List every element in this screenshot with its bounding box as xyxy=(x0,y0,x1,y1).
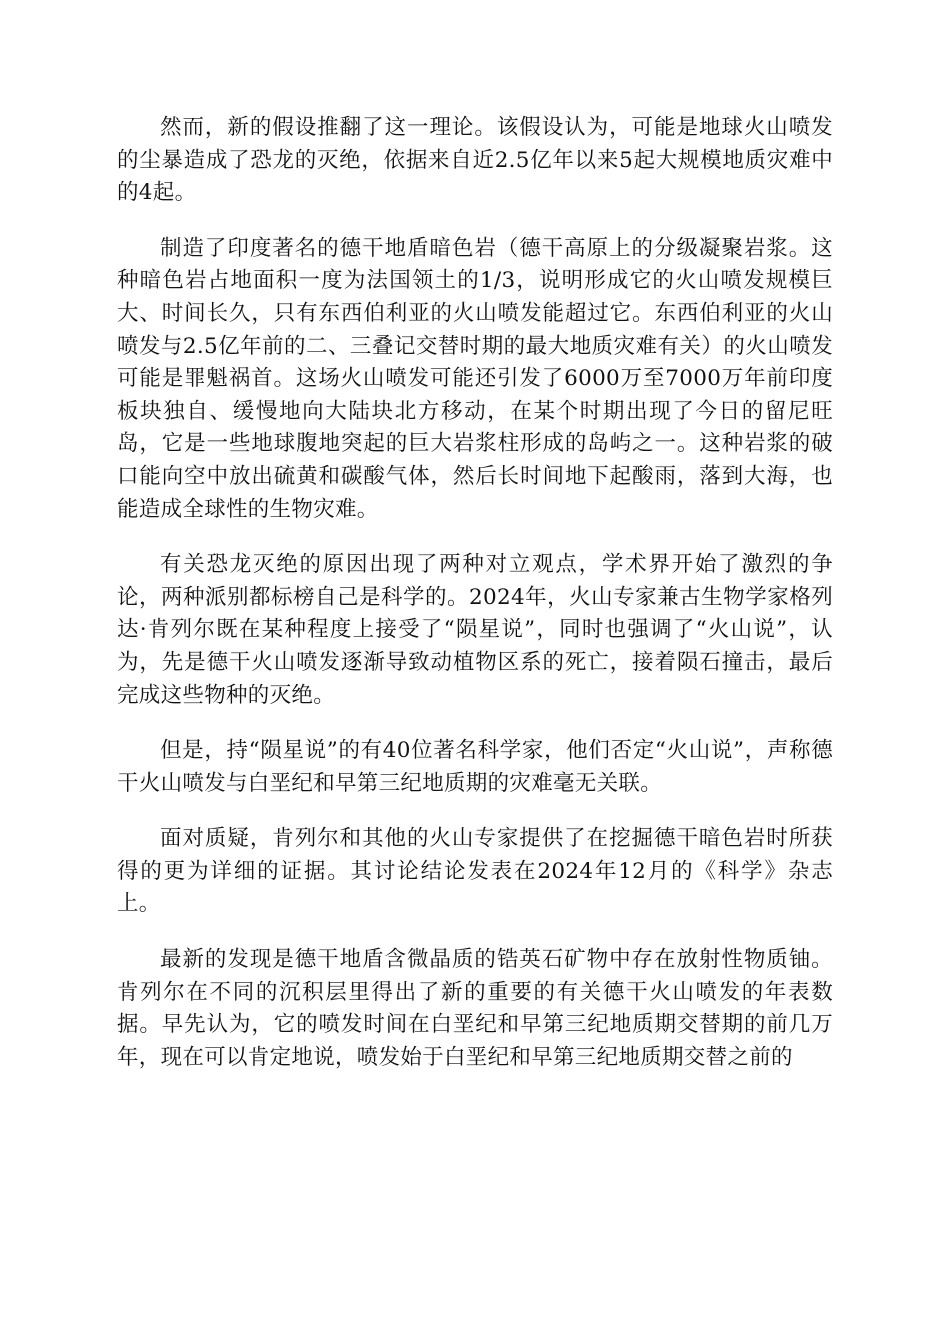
paragraph-6: 最新的发现是德干地盾含微晶质的锆英石矿物中存在放射性物质铀。肯列尔在不同的沉积层里得出了新的重要的有关德干火山喷发的年表数据。早先认为，它的喷发时间在白垩纪和早第三纪地质期交替期的前几万年，现在可以肯定地说，喷发始于白垩纪和早第三纪地质期交替之前的 xyxy=(117,947,833,1070)
paragraph-5: 面对质疑，肯列尔和其他的火山专家提供了在挖掘德干暗色岩时所获得的更为详细的证据。其讨论结论发表在2024年12月的《科学》杂志上。 xyxy=(117,826,833,917)
paragraph-1: 然而，新的假设推翻了这一理论。该假设认为，可能是地球火山喷发的尘暴造成了恐龙的灭绝，依据来自近2.5亿年以来5起大规模地质灾难中的4起。 xyxy=(117,115,833,206)
paragraph-2: 制造了印度著名的德干地盾暗色岩（德干高原上的分级凝聚岩浆。这种暗色岩占地面积一度为法国领土的1/3，说明形成它的火山喷发规模巨大、时间长久，只有东西伯利亚的火山喷发能超过它。东西伯利亚的火山喷发与2.5亿年前的二、三叠记交替时期的最大地质灾难有关）的火山喷发可能是罪魁祸首。这场火山喷发可能还引发了6000万至7000万年前印度板块独自、缓慢地向大陆块北方移动，在某个时期出现了今日的留尼旺岛，它是一些地球腹地突起的巨大岩浆柱形成的岛屿之一。这种岩浆的破口能向空中放出硫黄和碳酸气体，然后长时间地下起酸雨，落到大海，也能造成全球性的生物灾难。 xyxy=(117,235,833,522)
document-body xyxy=(117,112,833,1097)
paragraph-4: 但是，持“陨星说”的有40位著名科学家，他们否定“火山说”，声称德干火山喷发与白垩纪和早第三纪地质期的灾难毫无关联。 xyxy=(117,738,833,796)
paragraph-3: 有关恐龙灭绝的原因出现了两种对立观点，学术界开始了激烈的争论，两种派别都标榜自己是科学的。2024年，火山专家兼古生物学家格列达·肯列尔既在某种程度上接受了“陨星说”，同时也强调了“火山说”，认为，先是德干火山喷发逐渐导致动植物区系的死亡，接着陨石撞击，最后完成这些物种的灭绝。 xyxy=(117,552,833,708)
